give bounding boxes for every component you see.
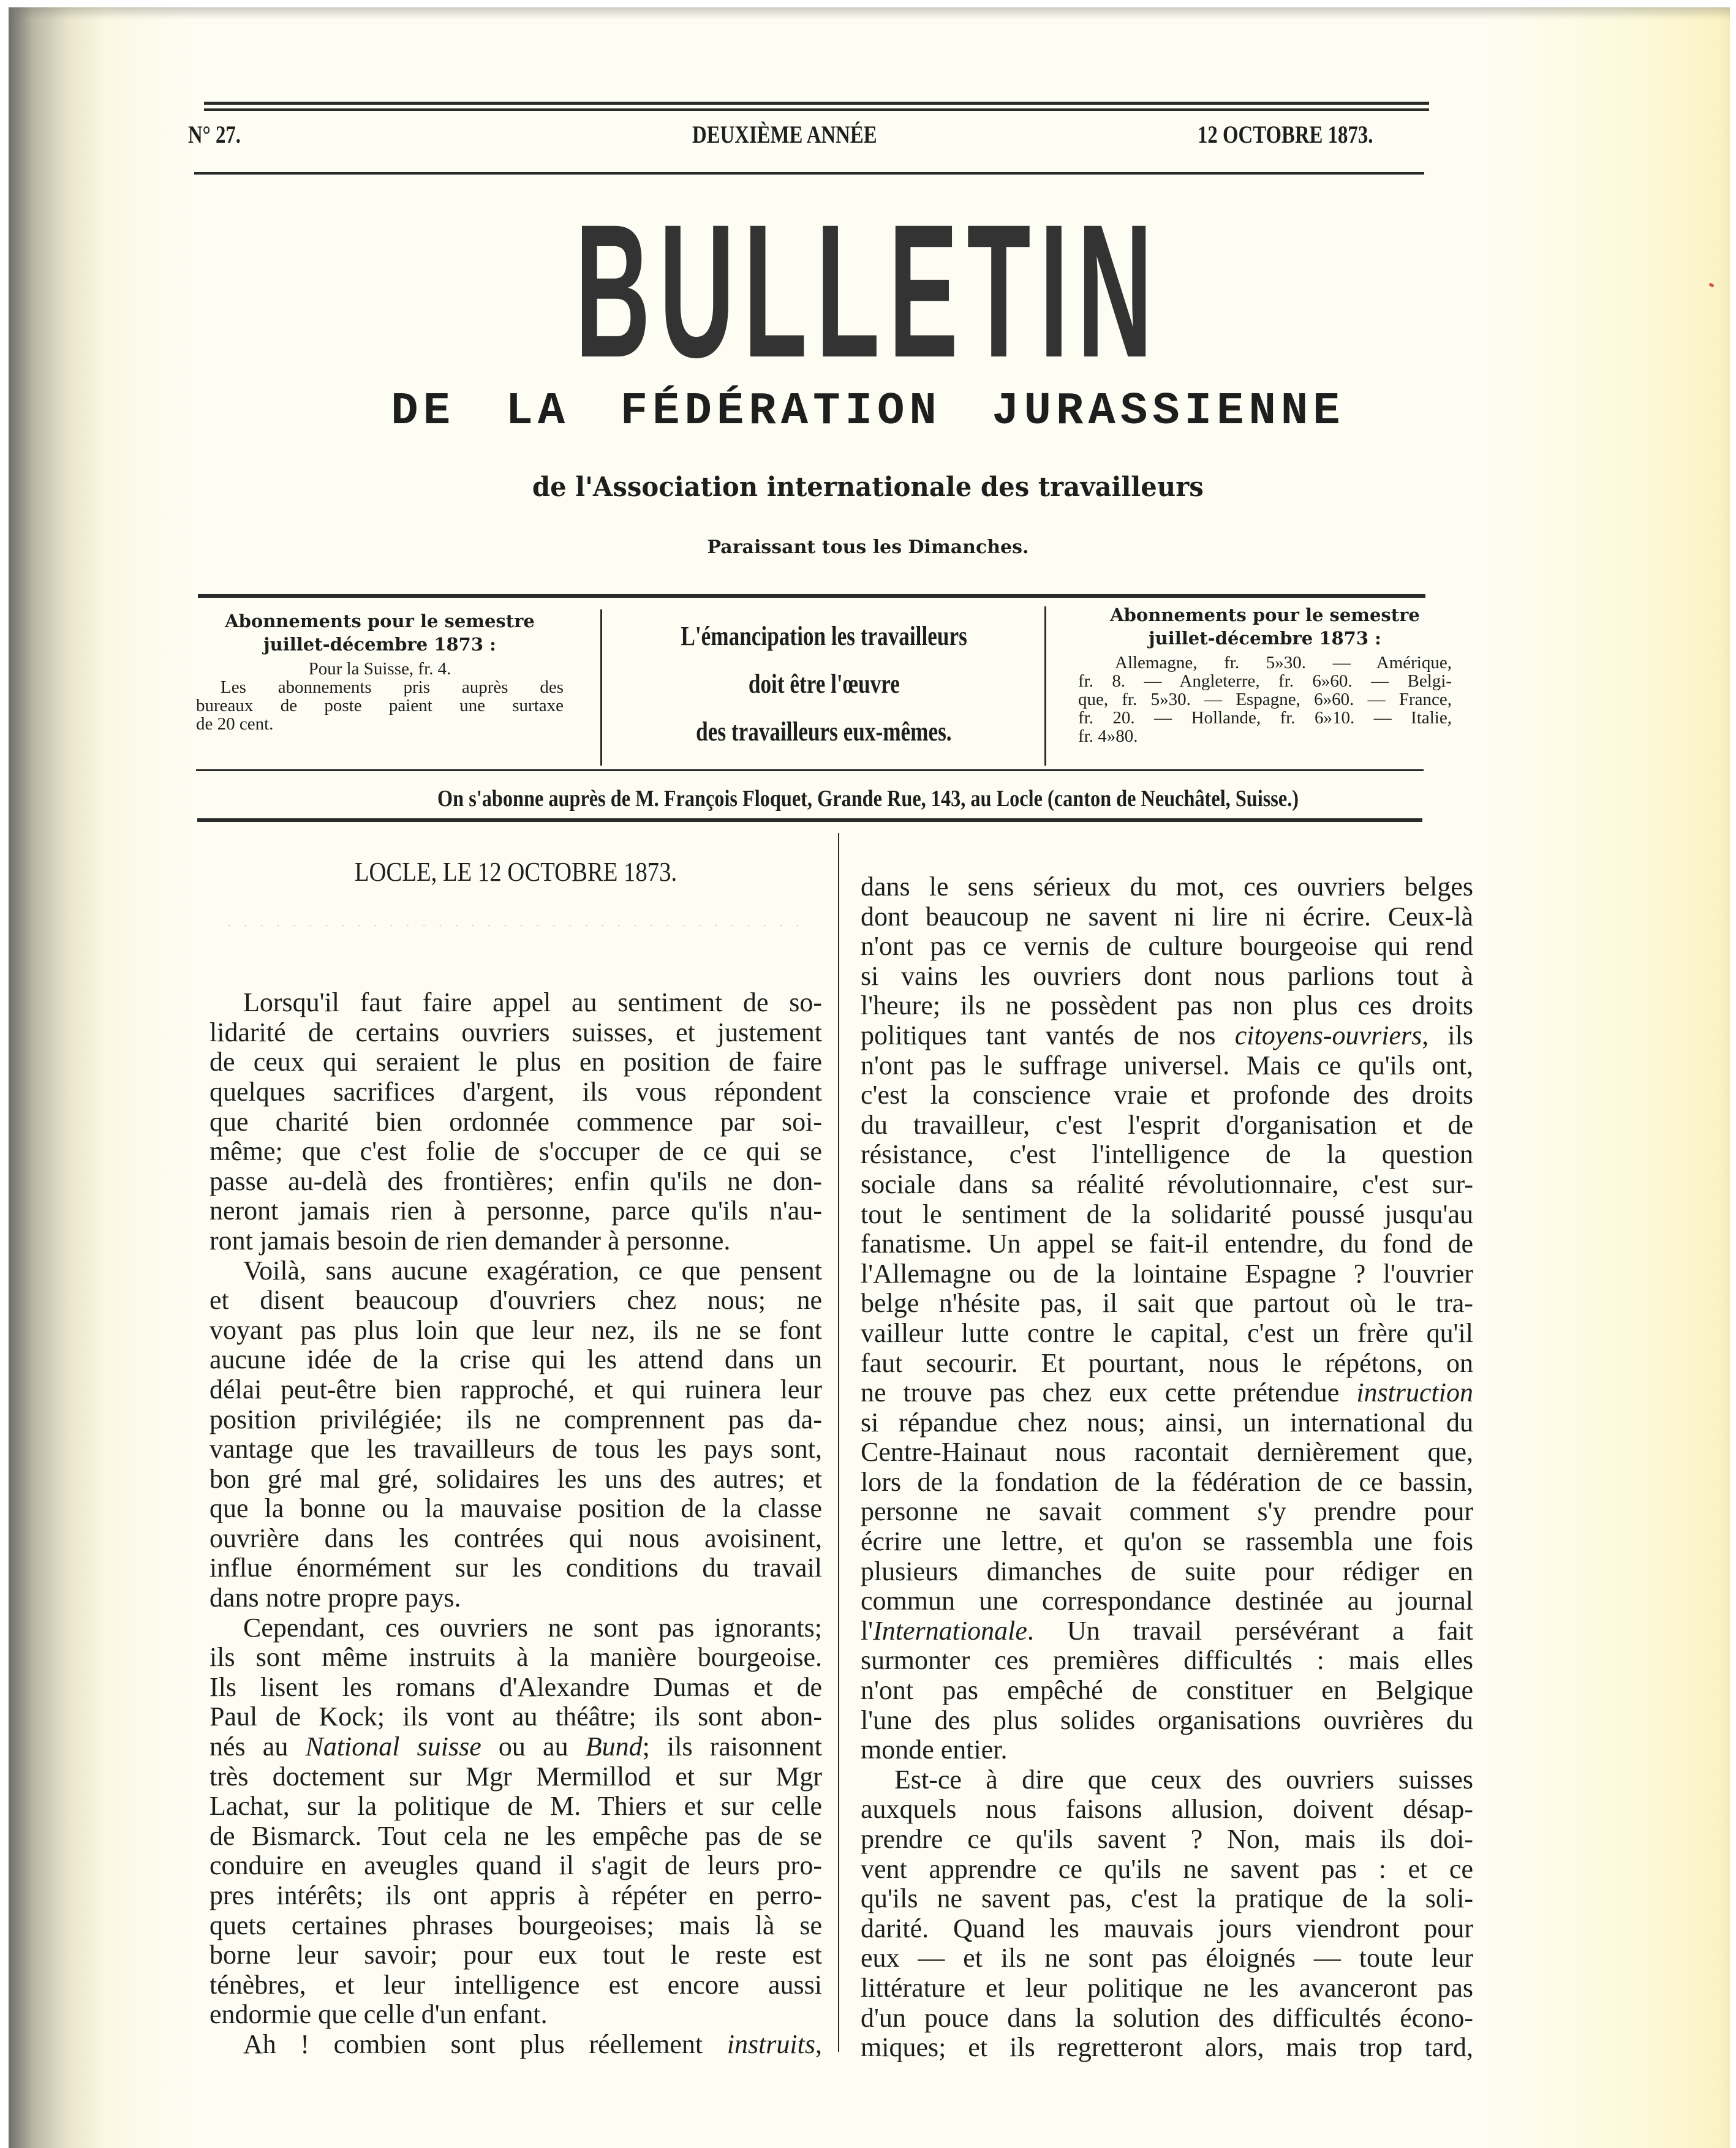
- motto-line-1: L'émancipation les travailleurs: [681, 621, 967, 651]
- article-line: et disent beaucoup d'ouvriers chez nous; ne: [209, 1285, 822, 1316]
- article-line: plusieurs dimanches de suite pour rédiger en: [861, 1556, 1473, 1586]
- article-line: fanatisme. Un appel se fait-il entendre, du fond de: [861, 1229, 1473, 1259]
- line-fragment: ne trouve pas chez eux cette prétendue: [861, 1377, 1357, 1408]
- foreign-prices-2: fr. 8. — Angleterre, fr. 6»60. — Belgi-: [1078, 671, 1452, 691]
- article-line: résistance, c'est l'intelligence de la question: [861, 1139, 1473, 1170]
- article-line: endormie que celle d'un enfant.: [209, 1999, 548, 2030]
- article-line: darité. Quand les mauvais jours viendront pour: [861, 1913, 1473, 1943]
- box-divider-left: [600, 609, 602, 766]
- article-line: eux — et ils ne sont pas éloignés — toute leur: [861, 1943, 1473, 1973]
- newspaper-subtitle: DE LA FÉDÉRATION JURASSIENNE: [391, 386, 1345, 437]
- article-line: [209, 1732, 822, 1762]
- line-fragment: politiques tant vantés de nos: [861, 1020, 1235, 1050]
- article-line: de ceux qui seraient le plus en position de faire: [209, 1047, 822, 1077]
- article-line: Voilà, sans aucune exagération, ce que pensent: [243, 1255, 822, 1286]
- foreign-prices-3: que, fr. 5»30. — Espagne, 6»60. — France,: [1078, 690, 1452, 709]
- post-note-3: de 20 cent.: [196, 714, 274, 734]
- article-line: littérature et leur politique ne les avanceront pas: [861, 1972, 1473, 2003]
- line-fragment: l': [861, 1615, 874, 1646]
- article-line: qu'ils ne savent pas, c'est la pratique de la soli-: [861, 1883, 1473, 1914]
- article-right-column: [861, 872, 1473, 2063]
- motto-line-2: doit être l'œuvre: [748, 669, 900, 699]
- masthead-top-rule-1: [204, 102, 1429, 105]
- page-top-shadow: [9, 7, 1730, 20]
- italic-phrase: citoyens-ouvriers: [1234, 1020, 1422, 1050]
- article-line: lors de la fondation de la fédération de ce bassin,: [861, 1466, 1473, 1497]
- article-line: quets certaines phrases bourgeoises; mais là se: [209, 1910, 822, 1940]
- italic-phrase: instruits: [726, 2029, 815, 2059]
- article-line: d'un pouce dans la solution des difficultés écono-: [861, 2002, 1473, 2033]
- article-line: que charité bien ordonnée commence par soi-: [209, 1106, 822, 1137]
- swiss-price: Pour la Suisse, fr. 4.: [308, 659, 451, 679]
- article-line: vantage que les travailleurs de tous les pays sont,: [209, 1434, 822, 1464]
- issue-date: 12 OCTOBRE 1873.: [1198, 121, 1373, 148]
- masthead-meta-rule: [194, 172, 1424, 175]
- article-line: monde entier.: [861, 1735, 1008, 1765]
- foreign-prices-5: fr. 4»80.: [1078, 726, 1138, 746]
- article-line: l'Allemagne ou de la lointaine Espagne ? l'ouvrier: [861, 1258, 1473, 1289]
- article-line: l'une des plus solides organisations ouvrières du: [861, 1705, 1473, 1735]
- article-line: Centre-Hainaut nous racontait dernièrement que,: [861, 1437, 1473, 1468]
- article-line: miques; et ils regretteront alors, mais trop tard,: [861, 2032, 1473, 2063]
- article-line: dans notre propre pays.: [209, 1583, 461, 1613]
- article-line: très doctement sur Mgr Mermillod et sur Mgr: [209, 1761, 822, 1792]
- article-line: commun une correspondance destinée au journal: [861, 1586, 1473, 1616]
- year-label: DEUXIÈME ANNÉE: [692, 121, 877, 148]
- article-line: [861, 1378, 1473, 1408]
- italic-phrase: Internationale: [873, 1615, 1027, 1646]
- article-line: passe au-delà des frontières; enfin qu'ils ne don-: [209, 1166, 822, 1196]
- article-line: faut secourir. Et pourtant, nous le répétons, on: [861, 1347, 1473, 1378]
- article-line: sociale dans sa réalité révolutionnaire, c'est sur-: [861, 1169, 1473, 1199]
- post-note-2: bureaux de poste paient une surtaxe: [196, 696, 564, 715]
- post-note-1: Les abonnements pris auprès des: [221, 677, 564, 697]
- issue-number: N° 27.: [188, 121, 241, 148]
- foreign-prices-4: fr. 20. — Hollande, fr. 6»10. — Italie,: [1078, 708, 1452, 728]
- article-line: vent apprendre ce qu'ils ne savent pas : et ce: [861, 1853, 1473, 1884]
- subscription-box-switzerland: [196, 609, 564, 733]
- article-line: conduire en aveugles quand il s'agit de leurs pro-: [209, 1850, 822, 1881]
- article-line: si répandue chez nous; ainsi, un international du: [861, 1407, 1473, 1438]
- subscription-heading-2: juillet-décembre 1873 :: [263, 634, 496, 655]
- article-line: bon gré mal gré, solidaires les uns des autres; et: [209, 1463, 822, 1494]
- article-line: écrire une lettre, et qu'on se rassembla une fois: [861, 1526, 1473, 1557]
- foreign-heading-1: Abonnements pour le semestre: [1110, 605, 1420, 625]
- article-line: quelques sacrifices d'argent, ils vous répondent: [209, 1076, 822, 1107]
- article-line: ils sont même instruits à la manière bourgeoise.: [209, 1642, 822, 1673]
- newspaper-title: BULLETIN: [575, 184, 1161, 397]
- article-line: neront jamais rien à personne, parce qu'ils n'au-: [209, 1196, 822, 1226]
- article-line: prendre ce qu'ils savent ? Non, mais ils doi-: [861, 1824, 1473, 1854]
- foreign-prices-1: Allemagne, fr. 5»30. — Amérique,: [1115, 653, 1452, 673]
- article-line: voyant pas plus loin que leur nez, ils ne se font: [209, 1314, 822, 1345]
- separator-dots: · · · · · · · · · · · · · · · · · · · · · · · · · · · · · · · · · · · ·: [227, 919, 804, 932]
- article-line: Cependant, ces ouvriers ne sont pas ignorants;: [243, 1612, 822, 1643]
- article-line: lidarité de certains ouvriers suisses, et justement: [209, 1017, 822, 1047]
- article-line: aucune idée de la crise qui les attend dans un: [209, 1344, 822, 1375]
- foreign-heading-2: juillet-décembre 1873 :: [1149, 628, 1381, 649]
- article-line: même; que c'est folie de s'occuper de ce qui se: [209, 1136, 822, 1167]
- article-dateline: LOCLE, LE 12 OCTOBRE 1873.: [354, 857, 677, 887]
- article-line: Paul de Kock; ils vont au théâtre; ils sont abon-: [209, 1701, 822, 1732]
- motto-line-3: des travailleurs eux-mêmes.: [696, 717, 952, 747]
- line-fragment: ou au: [481, 1732, 586, 1762]
- article-line: Lorsqu'il faut faire appel au sentiment de so-: [243, 987, 822, 1018]
- article-line: que la bonne ou la mauvaise position de la classe: [209, 1493, 822, 1524]
- subscription-heading-1: Abonnements pour le semestre: [225, 611, 535, 631]
- article-line: Est-ce à dire que ceux des ouvriers suisses: [894, 1764, 1473, 1795]
- article-line: belge n'hésite pas, il sait que partout où le tra-: [861, 1288, 1473, 1319]
- article-line: influe énormément sur les conditions du travail: [209, 1553, 822, 1583]
- organization-line: de l'Association internationale des travailleurs: [532, 472, 1204, 503]
- italic-phrase: National suisse: [305, 1732, 481, 1762]
- article-line: Lachat, sur la politique de M. Thiers et sur celle: [209, 1791, 822, 1822]
- article-line: [861, 1021, 1473, 1051]
- line-fragment: . Un travail persévérant a fait: [1027, 1615, 1473, 1646]
- article-line: n'ont pas ce vernis de culture bourgeoise qui rend: [861, 931, 1473, 962]
- line-fragment: ; ils raisonnent: [642, 1732, 822, 1762]
- article-line: surmonter ces premières difficultés : mais elles: [861, 1645, 1473, 1676]
- article-line: Ils lisent les romans d'Alexandre Dumas et de: [209, 1671, 822, 1702]
- article-line: ouvrière dans les contrées qui nous avoisinent,: [209, 1523, 822, 1553]
- line-fragment: Ah ! combien sont plus réellement: [243, 2029, 727, 2059]
- line-fragment: nés au: [209, 1732, 306, 1762]
- article-left-column: [209, 857, 822, 2060]
- article-line: vailleur lutte contre le capital, c'est un frère qu'il: [861, 1317, 1473, 1348]
- subscribe-notice: On s'abonne auprès de M. François Floquet, Grande Rue, 143, au Locle (canton de Neuchâtel, Suisse.): [437, 786, 1299, 812]
- article-line: si vains les ouvriers dont nous parlions tout à: [861, 960, 1473, 991]
- article-line: ront jamais besoin de rien demander à personne.: [209, 1225, 731, 1256]
- article-line: l'heure; ils ne possèdent pas non plus ces droits: [861, 990, 1473, 1021]
- box-divider-right: [1044, 606, 1046, 766]
- column-divider: [838, 833, 839, 2052]
- article-line: pres intérêts; ils ont appris à répéter en perro-: [209, 1880, 822, 1910]
- line-fragment: , ils: [1422, 1020, 1474, 1050]
- article-line: [209, 2030, 822, 2060]
- line-fragment: ,: [815, 2029, 822, 2059]
- article-line: n'ont pas empêché de constituer en Belgique: [861, 1675, 1473, 1706]
- article-line: n'ont pas le suffrage universel. Mais ce qu'ils ont,: [861, 1050, 1473, 1080]
- article-line: c'est la conscience vraie et profonde des droits: [861, 1080, 1473, 1110]
- article-line: délai peut-être bien rapproché, et qui ruinera leur: [209, 1374, 822, 1404]
- frequency-line: Paraissant tous les Dimanches.: [707, 537, 1029, 558]
- article-line: dont beaucoup ne savent ni lire ni écrire. Ceux-là: [861, 901, 1473, 932]
- article-line: personne ne savait comment s'y prendre pour: [861, 1496, 1473, 1527]
- article-line: auxquels nous faisons allusion, doivent désap-: [861, 1794, 1473, 1825]
- article-line: dans le sens sérieux du mot, ces ouvriers belges: [861, 872, 1473, 902]
- article-line: position privilégiée; ils ne comprennent pas da-: [209, 1404, 822, 1434]
- article-line: ténèbres, et leur intelligence est encore aussi: [209, 1969, 822, 2000]
- subscription-box-foreign: [1078, 603, 1452, 745]
- header-bottom-rule: [197, 818, 1422, 822]
- motto: [603, 612, 1044, 756]
- masthead-top-rule-2: [204, 108, 1429, 111]
- italic-phrase: instruction: [1356, 1377, 1473, 1408]
- article-line: [861, 1616, 1473, 1646]
- box-top-rule: [198, 594, 1425, 598]
- box-bottom-rule: [196, 769, 1424, 771]
- article-line: du travailleur, c'est l'esprit d'organisation et de: [861, 1109, 1473, 1140]
- italic-phrase: Bund: [585, 1732, 643, 1762]
- article-line: borne leur savoir; pour eux tout le reste est: [209, 1940, 822, 1970]
- article-line: tout le sentiment de la solidarité poussé jusqu'au: [861, 1199, 1473, 1229]
- article-line: de Bismarck. Tout cela ne les empêche pas de se: [209, 1820, 822, 1851]
